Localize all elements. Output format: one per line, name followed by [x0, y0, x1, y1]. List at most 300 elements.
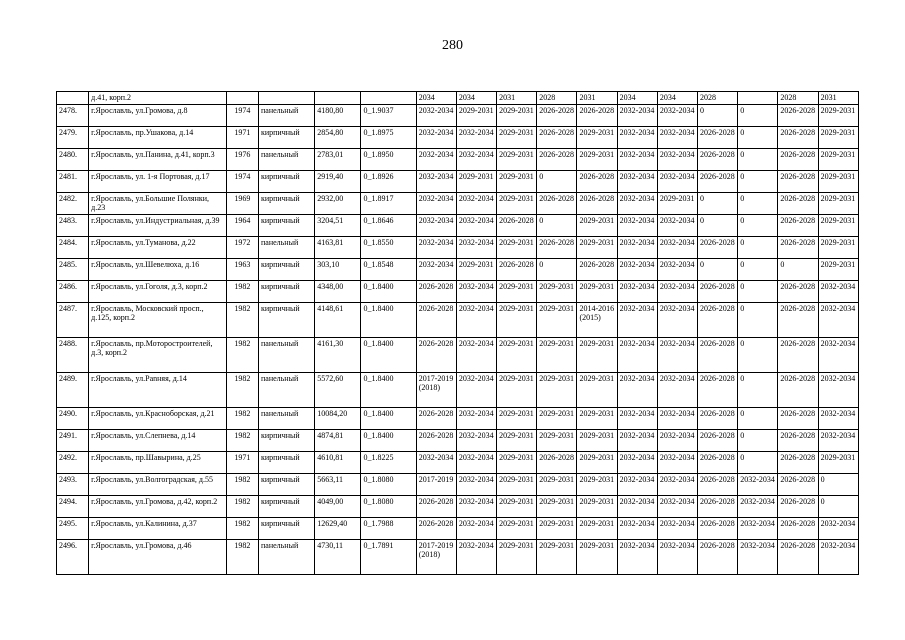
repair-period-cell: 2032-2034	[657, 281, 697, 303]
repair-period-cell: 2026-2028	[698, 540, 738, 575]
repair-period-cell: 0	[738, 237, 778, 259]
row-number-cell: 2486.	[57, 281, 89, 303]
coefficient-cell: 0_1.9037	[361, 105, 416, 127]
repair-period-cell: 2029-2031	[577, 518, 617, 540]
repair-period-cell: 2029-2031	[456, 105, 496, 127]
repair-period-cell: 2032-2034	[738, 540, 778, 575]
coefficient-cell: 0_1.8926	[361, 171, 416, 193]
address-cell: г.Ярославль, пр.Моторостроителей, д.3, корп.2	[89, 338, 227, 373]
repair-period-cell: 2029-2031	[537, 496, 577, 518]
table-row	[57, 338, 859, 373]
table-row	[57, 281, 859, 303]
repair-period-cell: 2026-2028	[497, 215, 537, 237]
repair-period-cell: 2026-2028	[698, 408, 738, 430]
repair-period-cell: 2032-2034	[456, 338, 496, 373]
address-cell: г.Ярославль, ул.Красноборская, д.21	[89, 408, 227, 430]
repair-period-cell: 2032-2034	[657, 496, 697, 518]
repair-period-cell: 2026-2028	[778, 237, 818, 259]
table-row	[57, 259, 859, 281]
area-cell: 4180,80	[315, 105, 361, 127]
address-cell: г.Ярославль, ул.Калинина, д.37	[89, 518, 227, 540]
repair-period-cell: 2032-2034	[456, 518, 496, 540]
repair-period-cell: 2026-2028	[577, 193, 617, 215]
repair-period-cell: 2028	[537, 92, 577, 105]
area-cell: 4874,81	[315, 430, 361, 452]
repair-period-cell: 2026-2028	[778, 408, 818, 430]
address-cell: г.Ярославль, ул.Панина, д.41, корп.3	[89, 149, 227, 171]
wall-material-cell: кирпичный	[258, 127, 314, 149]
build-year-cell: 1982	[226, 281, 258, 303]
area-cell: 5572,60	[315, 373, 361, 408]
wall-material-cell: кирпичный	[258, 430, 314, 452]
repair-period-cell: 2029-2031	[537, 518, 577, 540]
repair-period-cell: 2032-2034	[456, 149, 496, 171]
repair-period-cell: 2029-2031	[497, 373, 537, 408]
repair-period-cell: 2026-2028	[778, 149, 818, 171]
repair-period-cell: 2026-2028	[416, 496, 456, 518]
repair-period-cell: 0	[738, 338, 778, 373]
table-row	[57, 303, 859, 338]
repair-period-cell: 2026-2028	[537, 193, 577, 215]
table-row	[57, 92, 859, 105]
repair-period-cell: 2026-2028	[698, 452, 738, 474]
repair-period-cell: 2032-2034	[416, 193, 456, 215]
table-row	[57, 215, 859, 237]
repair-period-cell: 0	[738, 171, 778, 193]
row-number-cell: 2488.	[57, 338, 89, 373]
repair-period-cell: 2032-2034	[657, 149, 697, 171]
coefficient-cell: 0_1.8400	[361, 430, 416, 452]
repair-period-cell: 2032-2034	[818, 373, 858, 408]
repair-period-cell: 2029-2031	[497, 237, 537, 259]
repair-period-cell: 2032-2034	[617, 452, 657, 474]
coefficient-cell	[361, 92, 416, 105]
repair-period-cell: 0	[537, 171, 577, 193]
wall-material-cell: панельный	[258, 149, 314, 171]
repair-period-cell: 2026-2028	[778, 127, 818, 149]
repair-period-cell: 2029-2031	[537, 373, 577, 408]
area-cell: 303,10	[315, 259, 361, 281]
address-cell: г.Ярославль, ул. 1-я Портовая, д.17	[89, 171, 227, 193]
repair-period-cell: 2026-2028	[577, 171, 617, 193]
repair-period-cell: 2032-2034	[456, 373, 496, 408]
build-year-cell: 1982	[226, 408, 258, 430]
repair-period-cell: 2032-2034	[617, 540, 657, 575]
repair-period-cell: 2032-2034	[657, 215, 697, 237]
repair-period-cell: 2029-2031	[577, 149, 617, 171]
repair-period-cell: 2026-2028	[778, 193, 818, 215]
row-number-cell: 2489.	[57, 373, 89, 408]
repair-period-cell	[738, 92, 778, 105]
repair-period-cell: 2026-2028	[778, 373, 818, 408]
repair-period-cell: 2026-2028	[416, 338, 456, 373]
build-year-cell: 1972	[226, 237, 258, 259]
repair-period-cell: 0	[818, 496, 858, 518]
coefficient-cell: 0_1.8225	[361, 452, 416, 474]
repair-period-cell: 2032-2034	[416, 237, 456, 259]
repair-period-cell: 2032-2034	[657, 303, 697, 338]
build-year-cell: 1971	[226, 127, 258, 149]
build-year-cell: 1982	[226, 518, 258, 540]
repair-period-cell: 2029-2031	[497, 303, 537, 338]
coefficient-cell: 0_1.8400	[361, 303, 416, 338]
repair-period-cell: 2029-2031	[818, 193, 858, 215]
repair-period-cell: 2026-2028	[698, 474, 738, 496]
row-number-cell: 2483.	[57, 215, 89, 237]
repair-period-cell: 2032-2034	[617, 430, 657, 452]
address-cell: г.Ярославль, ул.Большие Полянки, д.23	[89, 193, 227, 215]
repair-period-cell: 2032-2034	[416, 452, 456, 474]
repair-period-cell: 0	[738, 215, 778, 237]
wall-material-cell: панельный	[258, 540, 314, 575]
repair-period-cell: 2026-2028	[577, 259, 617, 281]
coefficient-cell: 0_1.8646	[361, 215, 416, 237]
repair-period-cell: 2029-2031	[537, 281, 577, 303]
table-row	[57, 373, 859, 408]
repair-period-cell: 2032-2034	[456, 193, 496, 215]
table-row	[57, 540, 859, 575]
row-number-cell	[57, 92, 89, 105]
wall-material-cell: кирпичный	[258, 259, 314, 281]
repair-period-cell: 2026-2028	[778, 105, 818, 127]
repair-period-cell: 2031	[497, 92, 537, 105]
repair-period-cell: 2026-2028	[698, 127, 738, 149]
page-number: 280	[442, 38, 463, 53]
repair-period-cell: 2032-2034	[456, 303, 496, 338]
repair-period-cell: 2026-2028	[778, 215, 818, 237]
area-cell: 4049,00	[315, 496, 361, 518]
address-cell: г.Ярославль, ул.Panняя, д.14	[89, 373, 227, 408]
area-cell: 4610,81	[315, 452, 361, 474]
table-row	[57, 193, 859, 215]
repair-period-cell: 0	[738, 430, 778, 452]
repair-period-cell: 2017-2019 (2018)	[416, 540, 456, 575]
row-number-cell: 2493.	[57, 474, 89, 496]
coefficient-cell: 0_1.7891	[361, 540, 416, 575]
repair-period-cell: 2032-2034	[617, 149, 657, 171]
build-year-cell: 1964	[226, 215, 258, 237]
repair-period-cell: 2029-2031	[537, 408, 577, 430]
wall-material-cell: кирпичный	[258, 215, 314, 237]
row-number-cell: 2485.	[57, 259, 89, 281]
repair-period-cell: 2032-2034	[416, 105, 456, 127]
repair-period-cell: 2029-2031	[577, 474, 617, 496]
repair-period-cell: 0	[818, 474, 858, 496]
repair-period-cell: 2026-2028	[698, 171, 738, 193]
repair-period-cell: 2032-2034	[657, 237, 697, 259]
build-year-cell: 1974	[226, 171, 258, 193]
area-cell: 2919,40	[315, 171, 361, 193]
repair-period-cell: 2032-2034	[456, 496, 496, 518]
repair-period-cell: 0	[698, 105, 738, 127]
repair-period-cell: 2032-2034	[617, 408, 657, 430]
row-number-cell: 2482.	[57, 193, 89, 215]
build-year-cell: 1982	[226, 373, 258, 408]
address-cell: г.Ярославль, ул.Слепнева, д.14	[89, 430, 227, 452]
repair-period-cell: 0	[698, 193, 738, 215]
coefficient-cell: 0_1.8080	[361, 496, 416, 518]
repair-period-cell: 0	[738, 452, 778, 474]
repair-period-cell: 2029-2031	[497, 408, 537, 430]
repair-period-cell: 2029-2031	[497, 127, 537, 149]
area-cell: 4348,00	[315, 281, 361, 303]
repair-period-cell: 2029-2031	[497, 149, 537, 171]
repair-period-cell: 0	[738, 303, 778, 338]
row-number-cell: 2490.	[57, 408, 89, 430]
wall-material-cell: кирпичный	[258, 193, 314, 215]
area-cell: 4161,30	[315, 338, 361, 373]
repair-period-cell: 2026-2028	[416, 281, 456, 303]
repair-period-cell: 2026-2028	[577, 105, 617, 127]
repair-period-cell: 2032-2034	[738, 496, 778, 518]
repair-period-cell: 2032-2034	[617, 338, 657, 373]
repair-period-cell: 0	[738, 373, 778, 408]
wall-material-cell: панельный	[258, 373, 314, 408]
row-number-cell: 2479.	[57, 127, 89, 149]
repair-period-cell: 2032-2034	[738, 474, 778, 496]
repair-period-cell: 2026-2028	[416, 408, 456, 430]
wall-material-cell: кирпичный	[258, 518, 314, 540]
repair-period-cell: 2032-2034	[617, 281, 657, 303]
wall-material-cell: кирпичный	[258, 303, 314, 338]
address-cell: г.Ярославль, Московский просп., д.125, корп.2	[89, 303, 227, 338]
repair-period-cell: 0	[537, 259, 577, 281]
coefficient-cell: 0_1.8550	[361, 237, 416, 259]
table-row	[57, 149, 859, 171]
row-number-cell: 2492.	[57, 452, 89, 474]
repair-period-cell: 2029-2031	[537, 474, 577, 496]
repair-period-cell: 0	[738, 259, 778, 281]
repair-period-cell: 2032-2034	[416, 127, 456, 149]
repair-period-cell: 2032-2034	[657, 540, 697, 575]
repair-period-cell: 2026-2028	[537, 452, 577, 474]
repair-period-cell: 2032-2034	[657, 452, 697, 474]
repair-period-cell: 2029-2031	[818, 237, 858, 259]
repair-period-cell: 2029-2031	[577, 215, 617, 237]
housing-repair-schedule-table	[56, 91, 859, 575]
repair-period-cell: 2026-2028	[416, 303, 456, 338]
repair-period-cell: 2029-2031	[537, 430, 577, 452]
build-year-cell: 1976	[226, 149, 258, 171]
repair-period-cell: 2029-2031	[818, 452, 858, 474]
area-cell: 4730,11	[315, 540, 361, 575]
repair-period-cell: 2029-2031	[818, 259, 858, 281]
repair-period-cell: 2028	[778, 92, 818, 105]
row-number-cell: 2496.	[57, 540, 89, 575]
repair-period-cell: 2014-2016 (2015)	[577, 303, 617, 338]
repair-period-cell: 2029-2031	[497, 452, 537, 474]
repair-period-cell: 2032-2034	[818, 518, 858, 540]
area-cell: 2932,00	[315, 193, 361, 215]
repair-period-cell: 2032-2034	[456, 281, 496, 303]
repair-period-cell: 2029-2031	[577, 237, 617, 259]
repair-period-cell: 2032-2034	[657, 430, 697, 452]
repair-period-cell: 2026-2028	[537, 105, 577, 127]
repair-period-cell: 2026-2028	[416, 518, 456, 540]
repair-period-cell: 2026-2028	[778, 430, 818, 452]
build-year-cell	[226, 92, 258, 105]
build-year-cell: 1982	[226, 303, 258, 338]
address-cell: д.41, корп.2	[89, 92, 227, 105]
repair-period-cell: 2029-2031	[497, 338, 537, 373]
wall-material-cell: панельный	[258, 408, 314, 430]
area-cell: 3204,51	[315, 215, 361, 237]
area-cell: 2854,80	[315, 127, 361, 149]
address-cell: г.Ярославль, ул.Шевелюха, д.16	[89, 259, 227, 281]
repair-period-cell: 0	[778, 259, 818, 281]
coefficient-cell: 0_1.7988	[361, 518, 416, 540]
row-number-cell: 2484.	[57, 237, 89, 259]
repair-period-cell: 2029-2031	[497, 474, 537, 496]
repair-period-cell: 2032-2034	[456, 127, 496, 149]
repair-period-cell: 2032-2034	[617, 373, 657, 408]
repair-period-cell: 2029-2031	[537, 303, 577, 338]
repair-period-cell: 2032-2034	[456, 237, 496, 259]
build-year-cell: 1982	[226, 474, 258, 496]
repair-period-cell: 2026-2028	[698, 430, 738, 452]
repair-period-cell: 2029-2031	[818, 105, 858, 127]
repair-period-cell: 2032-2034	[617, 496, 657, 518]
table-row	[57, 474, 859, 496]
repair-period-cell: 2026-2028	[698, 303, 738, 338]
repair-period-cell: 2032-2034	[657, 474, 697, 496]
repair-period-cell: 2029-2031	[818, 171, 858, 193]
repair-period-cell: 2026-2028	[778, 303, 818, 338]
build-year-cell: 1982	[226, 540, 258, 575]
table-row	[57, 430, 859, 452]
repair-period-cell: 2026-2028	[497, 259, 537, 281]
repair-period-cell: 2032-2034	[617, 237, 657, 259]
repair-period-cell: 2029-2031	[577, 430, 617, 452]
wall-material-cell: кирпичный	[258, 171, 314, 193]
repair-period-cell: 2026-2028	[778, 281, 818, 303]
repair-period-cell: 2032-2034	[617, 518, 657, 540]
repair-period-cell: 2029-2031	[537, 338, 577, 373]
repair-period-cell: 2032-2034	[617, 215, 657, 237]
coefficient-cell: 0_1.8950	[361, 149, 416, 171]
repair-period-cell: 2032-2034	[818, 281, 858, 303]
repair-period-cell: 2029-2031	[497, 281, 537, 303]
row-number-cell: 2494.	[57, 496, 89, 518]
repair-period-cell: 2029-2031	[577, 496, 617, 518]
build-year-cell: 1963	[226, 259, 258, 281]
repair-period-cell: 2032-2034	[657, 171, 697, 193]
address-cell: г.Ярославль, ул.Гоголя, д.3, корп.2	[89, 281, 227, 303]
build-year-cell: 1969	[226, 193, 258, 215]
repair-period-cell: 2032-2034	[657, 338, 697, 373]
repair-period-cell: 2026-2028	[698, 496, 738, 518]
coefficient-cell: 0_1.8917	[361, 193, 416, 215]
row-number-cell: 2480.	[57, 149, 89, 171]
wall-material-cell: панельный	[258, 338, 314, 373]
repair-period-cell: 2029-2031	[577, 452, 617, 474]
repair-period-cell: 2029-2031	[657, 193, 697, 215]
repair-period-cell: 2026-2028	[778, 338, 818, 373]
repair-period-cell: 2029-2031	[577, 373, 617, 408]
repair-period-cell: 2032-2034	[617, 474, 657, 496]
repair-period-cell: 2031	[818, 92, 858, 105]
repair-period-cell: 2032-2034	[738, 518, 778, 540]
repair-period-cell: 0	[698, 259, 738, 281]
table-row	[57, 105, 859, 127]
wall-material-cell: панельный	[258, 237, 314, 259]
repair-period-cell: 2032-2034	[657, 105, 697, 127]
repair-period-cell: 2032-2034	[657, 373, 697, 408]
repair-period-cell: 2026-2028	[537, 149, 577, 171]
repair-period-cell: 2029-2031	[577, 408, 617, 430]
repair-period-cell: 2029-2031	[456, 171, 496, 193]
table-row	[57, 408, 859, 430]
coefficient-cell: 0_1.8975	[361, 127, 416, 149]
repair-period-cell: 2032-2034	[456, 430, 496, 452]
repair-period-cell: 2032-2034	[818, 540, 858, 575]
repair-period-cell: 2032-2034	[818, 338, 858, 373]
table-row	[57, 171, 859, 193]
repair-period-cell: 2026-2028	[778, 474, 818, 496]
repair-period-cell: 2034	[456, 92, 496, 105]
build-year-cell: 1982	[226, 430, 258, 452]
repair-period-cell: 2026-2028	[778, 171, 818, 193]
repair-period-cell: 2029-2031	[537, 540, 577, 575]
row-number-cell: 2481.	[57, 171, 89, 193]
repair-period-cell: 2026-2028	[778, 496, 818, 518]
area-cell	[315, 92, 361, 105]
repair-period-cell: 2032-2034	[818, 408, 858, 430]
table-body	[57, 92, 859, 575]
repair-period-cell: 2026-2028	[698, 237, 738, 259]
repair-period-cell: 2029-2031	[497, 171, 537, 193]
row-number-cell: 2495.	[57, 518, 89, 540]
repair-period-cell: 2032-2034	[657, 408, 697, 430]
build-year-cell: 1974	[226, 105, 258, 127]
repair-period-cell: 2026-2028	[537, 237, 577, 259]
repair-period-cell: 2029-2031	[577, 338, 617, 373]
repair-period-cell: 2026-2028	[698, 281, 738, 303]
repair-period-cell: 2026-2028	[698, 518, 738, 540]
coefficient-cell: 0_1.8400	[361, 281, 416, 303]
repair-period-cell: 2032-2034	[617, 259, 657, 281]
repair-period-cell: 2032-2034	[416, 171, 456, 193]
repair-period-cell: 2026-2028	[698, 373, 738, 408]
table-row	[57, 127, 859, 149]
address-cell: г.Ярославль, ул.Волгоградская, д.55	[89, 474, 227, 496]
wall-material-cell: кирпичный	[258, 474, 314, 496]
table-row	[57, 518, 859, 540]
area-cell: 5663,11	[315, 474, 361, 496]
build-year-cell: 1982	[226, 338, 258, 373]
repair-period-cell: 0	[738, 193, 778, 215]
repair-period-cell: 0	[537, 215, 577, 237]
area-cell: 10084,20	[315, 408, 361, 430]
repair-period-cell: 2032-2034	[416, 149, 456, 171]
address-cell: г.Ярославль, ул.Громова, д.46	[89, 540, 227, 575]
repair-period-cell: 2034	[416, 92, 456, 105]
repair-period-cell: 2026-2028	[698, 338, 738, 373]
coefficient-cell: 0_1.8400	[361, 408, 416, 430]
repair-period-cell: 0	[738, 281, 778, 303]
repair-period-cell: 2029-2031	[497, 496, 537, 518]
repair-period-cell: 2029-2031	[497, 540, 537, 575]
table-row	[57, 452, 859, 474]
build-year-cell: 1982	[226, 496, 258, 518]
row-number-cell: 2478.	[57, 105, 89, 127]
repair-period-cell: 2032-2034	[456, 215, 496, 237]
address-cell: г.Ярославль, ул.Туманова, д.22	[89, 237, 227, 259]
wall-material-cell: кирпичный	[258, 452, 314, 474]
repair-period-cell: 0	[738, 149, 778, 171]
address-cell: г.Ярославль, ул.Громова, д.8	[89, 105, 227, 127]
repair-period-cell: 2029-2031	[818, 127, 858, 149]
